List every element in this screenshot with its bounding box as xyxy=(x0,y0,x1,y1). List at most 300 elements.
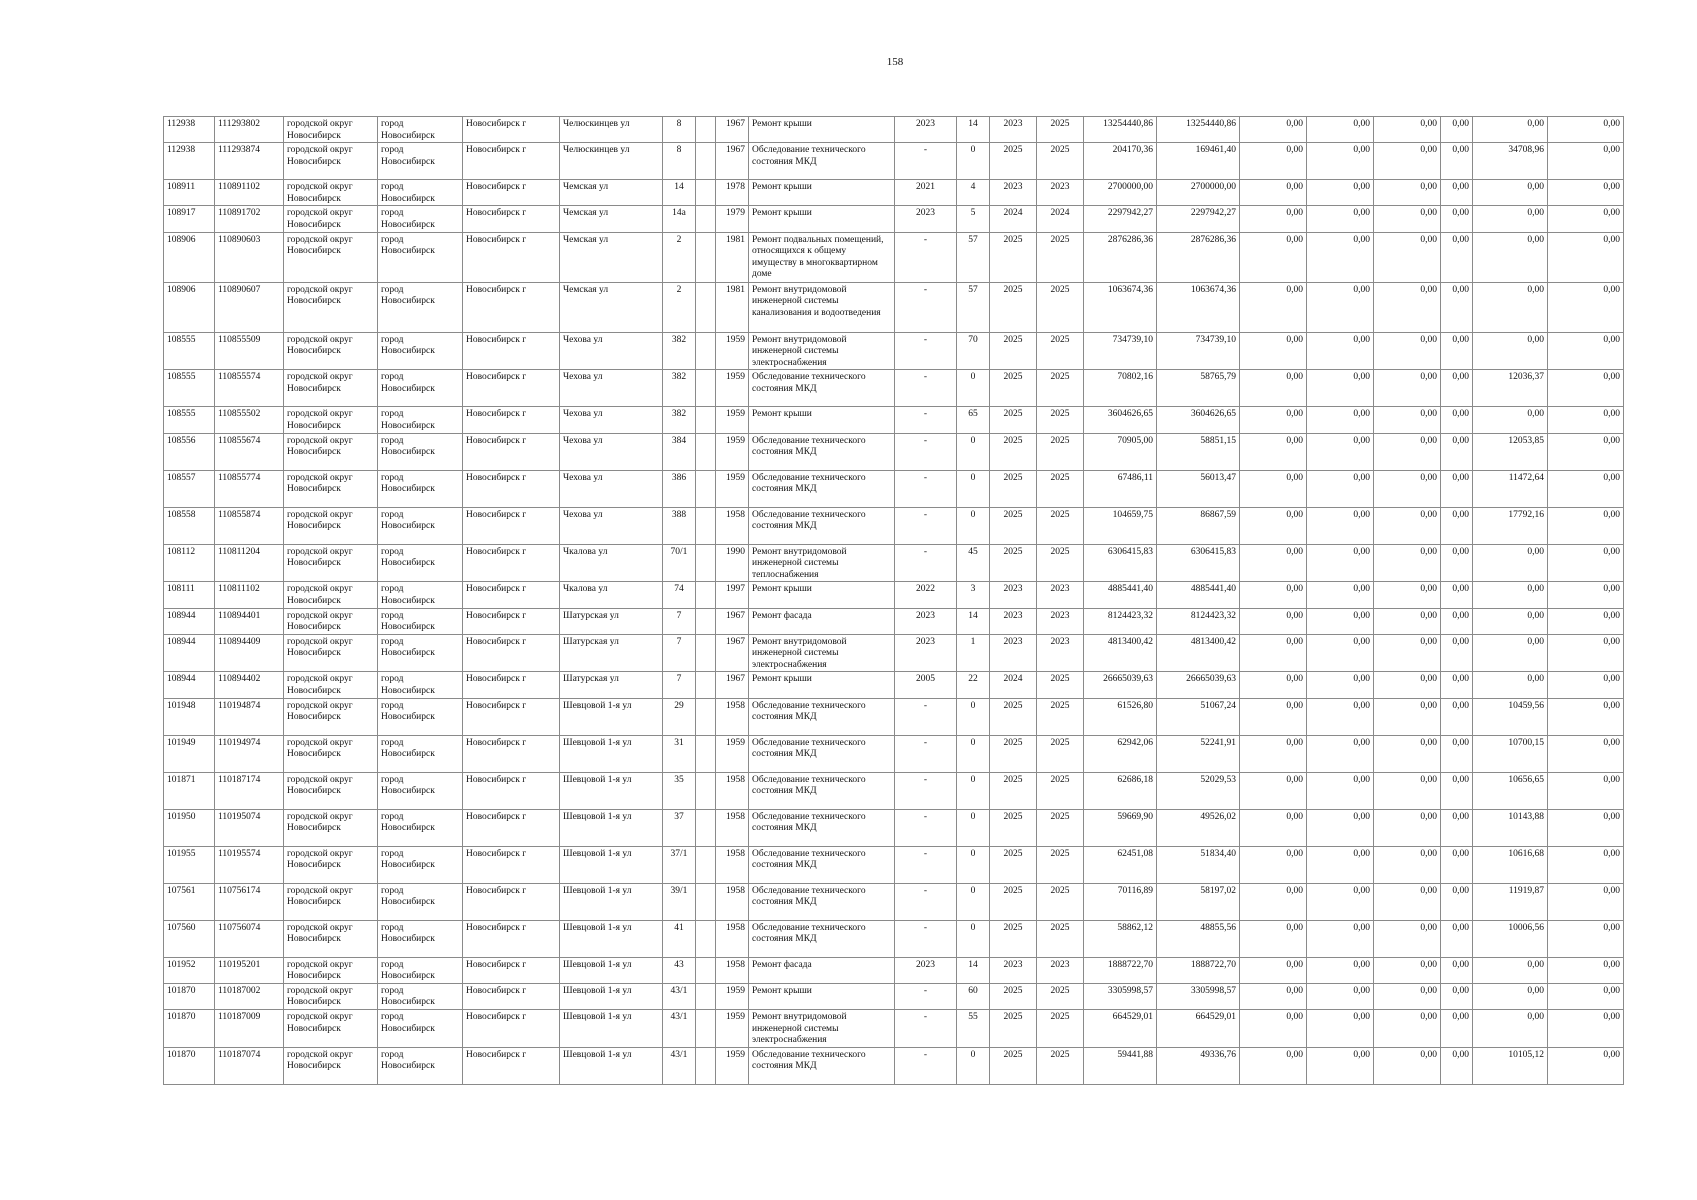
cell-house-id: 108944 xyxy=(164,672,215,698)
cell-total-cost: 1063674,36 xyxy=(1084,282,1157,332)
cell-total-cost: 59441,88 xyxy=(1084,1047,1157,1084)
table-row xyxy=(164,698,1624,735)
cell-wear-percent: 0 xyxy=(957,507,990,544)
cell-fund-cost: 56013,47 xyxy=(1157,470,1240,507)
cell-plan-end-year: 2023 xyxy=(1037,608,1084,634)
cell-federal-budget: 0,00 xyxy=(1240,672,1307,698)
cell-total-cost: 70802,16 xyxy=(1084,370,1157,407)
cell-wear-percent: 0 xyxy=(957,920,990,957)
cell-plan-end-year: 2023 xyxy=(1037,957,1084,983)
cell-regional-budget: 0,00 xyxy=(1307,608,1374,634)
cell-reserve: 0,00 xyxy=(1548,957,1624,983)
cell-owners-funds: 0,00 xyxy=(1441,672,1473,698)
cell-build-year: 1958 xyxy=(716,507,749,544)
cell-work-type: Обследование технического состояния МКД xyxy=(749,507,895,544)
cell-work-id: 110811204 xyxy=(215,544,284,582)
cell-street: Шевцовой 1-я ул xyxy=(560,735,663,772)
cell-plan-end-year: 2025 xyxy=(1037,407,1084,433)
cell-building xyxy=(696,772,716,809)
cell-federal-budget: 0,00 xyxy=(1240,809,1307,846)
cell-local-budget: 0,00 xyxy=(1374,735,1441,772)
cell-work-type: Обследование технического состояния МКД xyxy=(749,920,895,957)
cell-work-type: Ремонт крыши xyxy=(749,672,895,698)
cell-local-budget: 0,00 xyxy=(1374,470,1441,507)
cell-last-repair-year: - xyxy=(895,143,957,180)
cell-house-number: 70/1 xyxy=(663,544,696,582)
cell-street: Чехова ул xyxy=(560,370,663,407)
cell-fund-cost: 4813400,42 xyxy=(1157,634,1240,672)
cell-total-cost: 70116,89 xyxy=(1084,883,1157,920)
cell-wear-percent: 55 xyxy=(957,1010,990,1048)
cell-other-sources: 0,00 xyxy=(1473,582,1548,608)
cell-municipal-district: городской округ Новосибирск xyxy=(284,206,378,232)
table-row xyxy=(164,1010,1624,1048)
cell-reserve: 0,00 xyxy=(1548,809,1624,846)
cell-other-sources: 0,00 xyxy=(1473,407,1548,433)
cell-build-year: 1958 xyxy=(716,809,749,846)
cell-build-year: 1959 xyxy=(716,1047,749,1084)
cell-other-sources: 10006,56 xyxy=(1473,920,1548,957)
cell-building xyxy=(696,232,716,282)
table-row xyxy=(164,634,1624,672)
cell-reserve: 0,00 xyxy=(1548,433,1624,470)
cell-regional-budget: 0,00 xyxy=(1307,407,1374,433)
cell-owners-funds: 0,00 xyxy=(1441,846,1473,883)
cell-building xyxy=(696,507,716,544)
cell-reserve: 0,00 xyxy=(1548,735,1624,772)
cell-federal-budget: 0,00 xyxy=(1240,772,1307,809)
cell-house-number: 386 xyxy=(663,470,696,507)
cell-house-id: 108111 xyxy=(164,582,215,608)
cell-street: Чехова ул xyxy=(560,433,663,470)
cell-federal-budget: 0,00 xyxy=(1240,983,1307,1009)
cell-municipal-district: городской округ Новосибирск xyxy=(284,117,378,143)
cell-total-cost: 2297942,27 xyxy=(1084,206,1157,232)
cell-fund-cost: 734739,10 xyxy=(1157,332,1240,370)
cell-build-year: 1967 xyxy=(716,117,749,143)
cell-wear-percent: 0 xyxy=(957,698,990,735)
cell-regional-budget: 0,00 xyxy=(1307,883,1374,920)
cell-wear-percent: 65 xyxy=(957,407,990,433)
cell-plan-end-year: 2025 xyxy=(1037,672,1084,698)
cell-fund-cost: 58197,02 xyxy=(1157,883,1240,920)
table-row xyxy=(164,544,1624,582)
cell-other-sources: 0,00 xyxy=(1473,634,1548,672)
cell-other-sources: 10700,15 xyxy=(1473,735,1548,772)
cell-build-year: 1967 xyxy=(716,672,749,698)
cell-owners-funds: 0,00 xyxy=(1441,698,1473,735)
cell-work-type: Ремонт крыши xyxy=(749,407,895,433)
cell-street: Чкалова ул xyxy=(560,582,663,608)
cell-city: Новосибирск г xyxy=(463,332,560,370)
cell-wear-percent: 0 xyxy=(957,809,990,846)
cell-work-id: 110195574 xyxy=(215,846,284,883)
cell-local-budget: 0,00 xyxy=(1374,180,1441,206)
cell-local-budget: 0,00 xyxy=(1374,698,1441,735)
cell-municipal-district: городской округ Новосибирск xyxy=(284,883,378,920)
cell-plan-start-year: 2023 xyxy=(990,634,1037,672)
cell-reserve: 0,00 xyxy=(1548,206,1624,232)
capital-repair-table xyxy=(163,116,1624,1085)
cell-municipal-district: городской округ Новосибирск xyxy=(284,698,378,735)
cell-total-cost: 62686,18 xyxy=(1084,772,1157,809)
cell-owners-funds: 0,00 xyxy=(1441,180,1473,206)
cell-fund-cost: 1063674,36 xyxy=(1157,282,1240,332)
cell-plan-end-year: 2025 xyxy=(1037,507,1084,544)
cell-municipal-district: городской округ Новосибирск xyxy=(284,1010,378,1048)
cell-plan-end-year: 2025 xyxy=(1037,232,1084,282)
cell-reserve: 0,00 xyxy=(1548,608,1624,634)
cell-federal-budget: 0,00 xyxy=(1240,920,1307,957)
cell-street: Шатурская ул xyxy=(560,608,663,634)
table-row xyxy=(164,117,1624,143)
cell-city: Новосибирск г xyxy=(463,117,560,143)
cell-fund-cost: 6306415,83 xyxy=(1157,544,1240,582)
cell-reserve: 0,00 xyxy=(1548,544,1624,582)
cell-reserve: 0,00 xyxy=(1548,370,1624,407)
cell-owners-funds: 0,00 xyxy=(1441,582,1473,608)
cell-regional-budget: 0,00 xyxy=(1307,809,1374,846)
cell-settlement: город Новосибирск xyxy=(378,920,463,957)
cell-local-budget: 0,00 xyxy=(1374,1010,1441,1048)
table-row xyxy=(164,470,1624,507)
cell-build-year: 1958 xyxy=(716,846,749,883)
cell-owners-funds: 0,00 xyxy=(1441,143,1473,180)
table-row xyxy=(164,232,1624,282)
cell-building xyxy=(696,407,716,433)
cell-total-cost: 204170,36 xyxy=(1084,143,1157,180)
cell-plan-end-year: 2025 xyxy=(1037,698,1084,735)
cell-building xyxy=(696,143,716,180)
cell-work-type: Обследование технического состояния МКД xyxy=(749,698,895,735)
cell-reserve: 0,00 xyxy=(1548,698,1624,735)
cell-federal-budget: 0,00 xyxy=(1240,698,1307,735)
cell-city: Новосибирск г xyxy=(463,544,560,582)
cell-wear-percent: 60 xyxy=(957,983,990,1009)
cell-local-budget: 0,00 xyxy=(1374,332,1441,370)
cell-total-cost: 3305998,57 xyxy=(1084,983,1157,1009)
cell-wear-percent: 0 xyxy=(957,143,990,180)
cell-local-budget: 0,00 xyxy=(1374,232,1441,282)
cell-total-cost: 62451,08 xyxy=(1084,846,1157,883)
cell-plan-start-year: 2025 xyxy=(990,735,1037,772)
cell-owners-funds: 0,00 xyxy=(1441,957,1473,983)
cell-street: Шевцовой 1-я ул xyxy=(560,983,663,1009)
table-row xyxy=(164,846,1624,883)
cell-wear-percent: 14 xyxy=(957,608,990,634)
cell-plan-end-year: 2025 xyxy=(1037,143,1084,180)
cell-federal-budget: 0,00 xyxy=(1240,1010,1307,1048)
cell-building xyxy=(696,846,716,883)
cell-house-id: 108555 xyxy=(164,407,215,433)
cell-municipal-district: городской округ Новосибирск xyxy=(284,846,378,883)
cell-build-year: 1981 xyxy=(716,282,749,332)
cell-other-sources: 0,00 xyxy=(1473,957,1548,983)
cell-house-number: 2 xyxy=(663,282,696,332)
cell-city: Новосибирск г xyxy=(463,407,560,433)
cell-owners-funds: 0,00 xyxy=(1441,282,1473,332)
cell-work-id: 110187009 xyxy=(215,1010,284,1048)
cell-building xyxy=(696,672,716,698)
cell-total-cost: 70905,00 xyxy=(1084,433,1157,470)
cell-federal-budget: 0,00 xyxy=(1240,433,1307,470)
cell-house-number: 382 xyxy=(663,332,696,370)
cell-municipal-district: городской округ Новосибирск xyxy=(284,507,378,544)
cell-last-repair-year: - xyxy=(895,920,957,957)
cell-building xyxy=(696,809,716,846)
cell-municipal-district: городской округ Новосибирск xyxy=(284,735,378,772)
cell-work-type: Ремонт крыши xyxy=(749,117,895,143)
table-row xyxy=(164,957,1624,983)
cell-city: Новосибирск г xyxy=(463,634,560,672)
cell-wear-percent: 0 xyxy=(957,735,990,772)
cell-plan-start-year: 2025 xyxy=(990,883,1037,920)
cell-work-type: Ремонт внутридомовой инженерной системы электроснабжения xyxy=(749,332,895,370)
cell-federal-budget: 0,00 xyxy=(1240,180,1307,206)
cell-federal-budget: 0,00 xyxy=(1240,735,1307,772)
cell-build-year: 1978 xyxy=(716,180,749,206)
cell-federal-budget: 0,00 xyxy=(1240,582,1307,608)
cell-owners-funds: 0,00 xyxy=(1441,809,1473,846)
cell-street: Шевцовой 1-я ул xyxy=(560,920,663,957)
cell-fund-cost: 58765,79 xyxy=(1157,370,1240,407)
cell-other-sources: 34708,96 xyxy=(1473,143,1548,180)
cell-city: Новосибирск г xyxy=(463,370,560,407)
cell-reserve: 0,00 xyxy=(1548,634,1624,672)
cell-plan-end-year: 2025 xyxy=(1037,983,1084,1009)
cell-fund-cost: 51067,24 xyxy=(1157,698,1240,735)
cell-build-year: 1959 xyxy=(716,1010,749,1048)
cell-municipal-district: городской округ Новосибирск xyxy=(284,634,378,672)
cell-owners-funds: 0,00 xyxy=(1441,544,1473,582)
cell-last-repair-year: - xyxy=(895,370,957,407)
cell-work-id: 110194974 xyxy=(215,735,284,772)
cell-other-sources: 0,00 xyxy=(1473,282,1548,332)
cell-other-sources: 10459,56 xyxy=(1473,698,1548,735)
cell-settlement: город Новосибирск xyxy=(378,407,463,433)
cell-work-type: Ремонт подвальных помещений, относящихся к общему имуществу в многоквартирном доме xyxy=(749,232,895,282)
cell-local-budget: 0,00 xyxy=(1374,117,1441,143)
cell-other-sources: 0,00 xyxy=(1473,206,1548,232)
cell-plan-start-year: 2025 xyxy=(990,544,1037,582)
cell-city: Новосибирск г xyxy=(463,582,560,608)
cell-plan-start-year: 2025 xyxy=(990,332,1037,370)
cell-build-year: 1958 xyxy=(716,698,749,735)
cell-federal-budget: 0,00 xyxy=(1240,332,1307,370)
cell-reserve: 0,00 xyxy=(1548,1010,1624,1048)
table-row xyxy=(164,180,1624,206)
cell-settlement: город Новосибирск xyxy=(378,672,463,698)
cell-house-number: 7 xyxy=(663,634,696,672)
cell-regional-budget: 0,00 xyxy=(1307,470,1374,507)
cell-build-year: 1979 xyxy=(716,206,749,232)
cell-work-type: Ремонт крыши xyxy=(749,180,895,206)
cell-work-type: Обследование технического состояния МКД xyxy=(749,143,895,180)
cell-house-id: 107560 xyxy=(164,920,215,957)
cell-work-id: 110187074 xyxy=(215,1047,284,1084)
cell-local-budget: 0,00 xyxy=(1374,920,1441,957)
cell-work-type: Ремонт крыши xyxy=(749,582,895,608)
cell-house-number: 39/1 xyxy=(663,883,696,920)
cell-local-budget: 0,00 xyxy=(1374,608,1441,634)
cell-settlement: город Новосибирск xyxy=(378,433,463,470)
cell-house-id: 112938 xyxy=(164,143,215,180)
cell-plan-end-year: 2025 xyxy=(1037,282,1084,332)
cell-last-repair-year: - xyxy=(895,332,957,370)
cell-house-id: 107561 xyxy=(164,883,215,920)
cell-house-id: 108906 xyxy=(164,282,215,332)
cell-fund-cost: 169461,40 xyxy=(1157,143,1240,180)
cell-work-id: 110756174 xyxy=(215,883,284,920)
cell-local-budget: 0,00 xyxy=(1374,433,1441,470)
cell-street: Чехова ул xyxy=(560,507,663,544)
cell-building xyxy=(696,180,716,206)
cell-building xyxy=(696,470,716,507)
cell-settlement: город Новосибирск xyxy=(378,206,463,232)
cell-local-budget: 0,00 xyxy=(1374,846,1441,883)
cell-house-number: 43/1 xyxy=(663,983,696,1009)
cell-other-sources: 0,00 xyxy=(1473,672,1548,698)
cell-regional-budget: 0,00 xyxy=(1307,634,1374,672)
cell-fund-cost: 49526,02 xyxy=(1157,809,1240,846)
cell-regional-budget: 0,00 xyxy=(1307,983,1374,1009)
cell-city: Новосибирск г xyxy=(463,698,560,735)
cell-wear-percent: 3 xyxy=(957,582,990,608)
cell-municipal-district: городской округ Новосибирск xyxy=(284,433,378,470)
cell-owners-funds: 0,00 xyxy=(1441,772,1473,809)
cell-plan-start-year: 2025 xyxy=(990,983,1037,1009)
cell-plan-start-year: 2025 xyxy=(990,232,1037,282)
cell-build-year: 1967 xyxy=(716,608,749,634)
cell-federal-budget: 0,00 xyxy=(1240,232,1307,282)
cell-regional-budget: 0,00 xyxy=(1307,735,1374,772)
cell-house-number: 382 xyxy=(663,370,696,407)
cell-city: Новосибирск г xyxy=(463,143,560,180)
cell-total-cost: 26665039,63 xyxy=(1084,672,1157,698)
cell-owners-funds: 0,00 xyxy=(1441,232,1473,282)
cell-total-cost: 61526,80 xyxy=(1084,698,1157,735)
cell-street: Челюскинцев ул xyxy=(560,143,663,180)
cell-wear-percent: 45 xyxy=(957,544,990,582)
table-row xyxy=(164,672,1624,698)
cell-work-id: 110855502 xyxy=(215,407,284,433)
cell-city: Новосибирск г xyxy=(463,1010,560,1048)
cell-owners-funds: 0,00 xyxy=(1441,407,1473,433)
cell-reserve: 0,00 xyxy=(1548,117,1624,143)
cell-wear-percent: 0 xyxy=(957,470,990,507)
cell-local-budget: 0,00 xyxy=(1374,672,1441,698)
cell-build-year: 1959 xyxy=(716,470,749,507)
cell-house-number: 43/1 xyxy=(663,1047,696,1084)
cell-plan-start-year: 2025 xyxy=(990,809,1037,846)
cell-plan-start-year: 2025 xyxy=(990,920,1037,957)
cell-street: Шевцовой 1-я ул xyxy=(560,1010,663,1048)
cell-house-number: 8 xyxy=(663,143,696,180)
table-row xyxy=(164,582,1624,608)
table-row xyxy=(164,772,1624,809)
cell-work-id: 110855674 xyxy=(215,433,284,470)
cell-street: Чехова ул xyxy=(560,332,663,370)
cell-wear-percent: 4 xyxy=(957,180,990,206)
cell-plan-start-year: 2025 xyxy=(990,1010,1037,1048)
cell-work-id: 110894402 xyxy=(215,672,284,698)
cell-fund-cost: 2876286,36 xyxy=(1157,232,1240,282)
cell-wear-percent: 0 xyxy=(957,370,990,407)
cell-owners-funds: 0,00 xyxy=(1441,634,1473,672)
cell-building xyxy=(696,332,716,370)
cell-work-id: 110891102 xyxy=(215,180,284,206)
cell-building xyxy=(696,698,716,735)
cell-local-budget: 0,00 xyxy=(1374,282,1441,332)
cell-building xyxy=(696,582,716,608)
cell-plan-start-year: 2025 xyxy=(990,507,1037,544)
cell-regional-budget: 0,00 xyxy=(1307,332,1374,370)
cell-work-id: 110195074 xyxy=(215,809,284,846)
cell-other-sources: 0,00 xyxy=(1473,232,1548,282)
cell-building xyxy=(696,433,716,470)
cell-federal-budget: 0,00 xyxy=(1240,1047,1307,1084)
cell-municipal-district: городской округ Новосибирск xyxy=(284,1047,378,1084)
cell-work-type: Обследование технического состояния МКД xyxy=(749,433,895,470)
cell-last-repair-year: 2023 xyxy=(895,957,957,983)
cell-other-sources: 11919,87 xyxy=(1473,883,1548,920)
cell-settlement: город Новосибирск xyxy=(378,143,463,180)
cell-settlement: город Новосибирск xyxy=(378,957,463,983)
cell-last-repair-year: - xyxy=(895,232,957,282)
cell-work-id: 111293874 xyxy=(215,143,284,180)
cell-street: Чемская ул xyxy=(560,232,663,282)
cell-plan-end-year: 2025 xyxy=(1037,735,1084,772)
cell-city: Новосибирск г xyxy=(463,735,560,772)
cell-federal-budget: 0,00 xyxy=(1240,608,1307,634)
cell-reserve: 0,00 xyxy=(1548,846,1624,883)
cell-fund-cost: 2297942,27 xyxy=(1157,206,1240,232)
cell-building xyxy=(696,608,716,634)
cell-owners-funds: 0,00 xyxy=(1441,433,1473,470)
cell-municipal-district: городской округ Новосибирск xyxy=(284,544,378,582)
cell-reserve: 0,00 xyxy=(1548,920,1624,957)
cell-regional-budget: 0,00 xyxy=(1307,544,1374,582)
cell-last-repair-year: 2023 xyxy=(895,117,957,143)
cell-settlement: город Новосибирск xyxy=(378,772,463,809)
cell-total-cost: 1888722,70 xyxy=(1084,957,1157,983)
cell-total-cost: 6306415,83 xyxy=(1084,544,1157,582)
cell-house-number: 41 xyxy=(663,920,696,957)
cell-settlement: город Новосибирск xyxy=(378,370,463,407)
cell-settlement: город Новосибирск xyxy=(378,180,463,206)
cell-reserve: 0,00 xyxy=(1548,983,1624,1009)
cell-plan-start-year: 2025 xyxy=(990,370,1037,407)
cell-fund-cost: 3305998,57 xyxy=(1157,983,1240,1009)
cell-city: Новосибирск г xyxy=(463,470,560,507)
cell-fund-cost: 52029,53 xyxy=(1157,772,1240,809)
cell-total-cost: 4885441,40 xyxy=(1084,582,1157,608)
cell-work-type: Ремонт внутридомовой инженерной системы электроснабжения xyxy=(749,634,895,672)
cell-last-repair-year: - xyxy=(895,1010,957,1048)
cell-house-number: 2 xyxy=(663,232,696,282)
cell-build-year: 1997 xyxy=(716,582,749,608)
table-row xyxy=(164,433,1624,470)
cell-city: Новосибирск г xyxy=(463,180,560,206)
cell-wear-percent: 1 xyxy=(957,634,990,672)
cell-building xyxy=(696,206,716,232)
cell-house-id: 108944 xyxy=(164,634,215,672)
cell-municipal-district: городской округ Новосибирск xyxy=(284,957,378,983)
cell-last-repair-year: - xyxy=(895,544,957,582)
cell-last-repair-year: 2023 xyxy=(895,206,957,232)
cell-city: Новосибирск г xyxy=(463,282,560,332)
cell-last-repair-year: - xyxy=(895,407,957,433)
